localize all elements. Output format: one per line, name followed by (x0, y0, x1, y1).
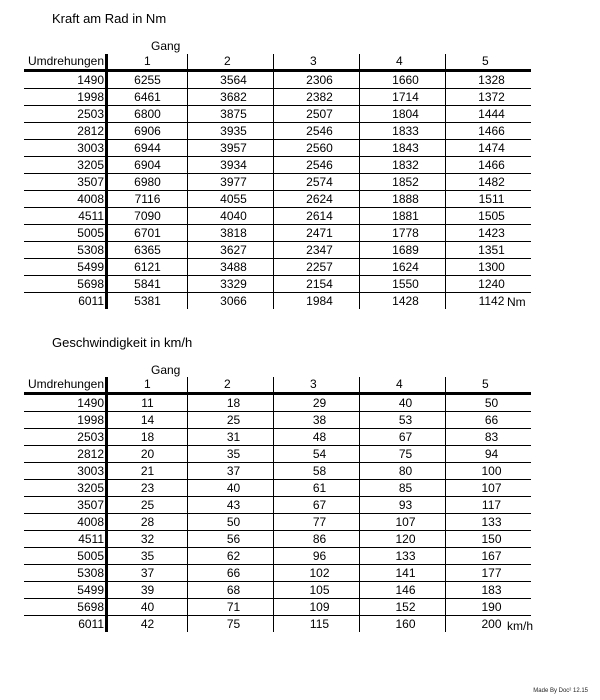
value-cell: 5841 (107, 276, 188, 293)
table-row (24, 157, 531, 174)
value-cell: 6461 (107, 89, 188, 106)
value-cell: 1714 (360, 89, 446, 106)
table-row (24, 123, 531, 140)
table-row (24, 174, 531, 191)
value-cell: 85 (360, 480, 446, 497)
rpm-cell: 5698 (24, 276, 107, 293)
value-cell: 23 (107, 480, 188, 497)
table-row (24, 293, 531, 310)
table-row (24, 616, 531, 633)
value-cell: 96 (274, 548, 360, 565)
value-cell: 2546 (274, 123, 360, 140)
table-row (24, 208, 531, 225)
speed-gang-label: Gang (151, 363, 181, 377)
rpm-cell: 3003 (24, 463, 107, 480)
value-cell: 50 (446, 394, 532, 412)
value-cell: 1444 (446, 106, 532, 123)
value-cell: 40 (107, 599, 188, 616)
value-cell: 6904 (107, 157, 188, 174)
rpm-cell: 1490 (24, 394, 107, 412)
gear-header: 3 (274, 377, 360, 394)
value-cell: 83 (446, 429, 532, 446)
value-cell: 1423 (446, 225, 532, 242)
value-cell: 53 (360, 412, 446, 429)
rpm-cell: 4008 (24, 514, 107, 531)
value-cell: 6255 (107, 71, 188, 89)
value-cell: 1482 (446, 174, 532, 191)
rpm-cell: 3507 (24, 174, 107, 191)
value-cell: 31 (188, 429, 274, 446)
value-cell: 1511 (446, 191, 532, 208)
table-row (24, 463, 531, 480)
value-cell: 40 (188, 480, 274, 497)
value-cell: 3488 (188, 259, 274, 276)
speed-table-title: Geschwindigkeit in km/h (52, 335, 193, 350)
table-row (24, 531, 531, 548)
rpm-cell: 5308 (24, 242, 107, 259)
table-row (24, 276, 531, 293)
value-cell: 50 (188, 514, 274, 531)
value-cell: 133 (360, 548, 446, 565)
table-row (24, 71, 531, 89)
row-header-label: Umdrehungen (24, 377, 107, 394)
value-cell: 2154 (274, 276, 360, 293)
value-cell: 3977 (188, 174, 274, 191)
rpm-cell: 6011 (24, 616, 107, 633)
value-cell: 35 (188, 446, 274, 463)
value-cell: 152 (360, 599, 446, 616)
value-cell: 68 (188, 582, 274, 599)
rpm-cell: 4008 (24, 191, 107, 208)
value-cell: 177 (446, 565, 532, 582)
table-row (24, 599, 531, 616)
value-cell: 71 (188, 599, 274, 616)
value-cell: 3935 (188, 123, 274, 140)
value-cell: 67 (274, 497, 360, 514)
gear-header: 3 (274, 54, 360, 71)
value-cell: 1689 (360, 242, 446, 259)
table-row (24, 259, 531, 276)
value-cell: 141 (360, 565, 446, 582)
table-header-row (24, 54, 531, 71)
value-cell: 2546 (274, 157, 360, 174)
value-cell: 1505 (446, 208, 532, 225)
rpm-cell: 5005 (24, 225, 107, 242)
value-cell: 11 (107, 394, 188, 412)
gear-header: 5 (446, 54, 532, 71)
rpm-cell: 3205 (24, 480, 107, 497)
value-cell: 1660 (360, 71, 446, 89)
gear-header: 5 (446, 377, 532, 394)
force-gang-label: Gang (151, 39, 181, 53)
value-cell: 6365 (107, 242, 188, 259)
value-cell: 6944 (107, 140, 188, 157)
gear-header: 1 (107, 54, 188, 71)
value-cell: 35 (107, 548, 188, 565)
table-row (24, 446, 531, 463)
value-cell: 6906 (107, 123, 188, 140)
table-row (24, 565, 531, 582)
value-cell: 3066 (188, 293, 274, 310)
value-cell: 93 (360, 497, 446, 514)
table-row (24, 480, 531, 497)
table-row (24, 548, 531, 565)
value-cell: 2574 (274, 174, 360, 191)
gear-header: 1 (107, 377, 188, 394)
rpm-cell: 6011 (24, 293, 107, 310)
value-cell: 4055 (188, 191, 274, 208)
value-cell: 48 (274, 429, 360, 446)
value-cell: 102 (274, 565, 360, 582)
rpm-cell: 2503 (24, 429, 107, 446)
value-cell: 1833 (360, 123, 446, 140)
value-cell: 1881 (360, 208, 446, 225)
value-cell: 94 (446, 446, 532, 463)
rpm-cell: 1998 (24, 412, 107, 429)
gear-header: 4 (360, 54, 446, 71)
value-cell: 39 (107, 582, 188, 599)
rpm-cell: 5499 (24, 259, 107, 276)
value-cell: 146 (360, 582, 446, 599)
value-cell: 14 (107, 412, 188, 429)
table-row (24, 514, 531, 531)
value-cell: 86 (274, 531, 360, 548)
value-cell: 4040 (188, 208, 274, 225)
value-cell: 2624 (274, 191, 360, 208)
rpm-cell: 3205 (24, 157, 107, 174)
gear-header: 2 (188, 377, 274, 394)
value-cell: 160 (360, 616, 446, 633)
value-cell: 1778 (360, 225, 446, 242)
value-cell: 6980 (107, 174, 188, 191)
table-row (24, 582, 531, 599)
value-cell: 107 (446, 480, 532, 497)
value-cell: 66 (188, 565, 274, 582)
value-cell: 100 (446, 463, 532, 480)
value-cell: 29 (274, 394, 360, 412)
value-cell: 6121 (107, 259, 188, 276)
value-cell: 54 (274, 446, 360, 463)
value-cell: 1328 (446, 71, 532, 89)
value-cell: 1240 (446, 276, 532, 293)
gear-header: 4 (360, 377, 446, 394)
value-cell: 2471 (274, 225, 360, 242)
value-cell: 61 (274, 480, 360, 497)
value-cell: 40 (360, 394, 446, 412)
value-cell: 133 (446, 514, 532, 531)
value-cell: 6800 (107, 106, 188, 123)
rpm-cell: 5005 (24, 548, 107, 565)
rpm-cell: 2812 (24, 123, 107, 140)
credit-footer: Made By Doc² 12.15 (533, 688, 588, 694)
rpm-cell: 5499 (24, 582, 107, 599)
value-cell: 80 (360, 463, 446, 480)
value-cell: 5381 (107, 293, 188, 310)
value-cell: 2382 (274, 89, 360, 106)
value-cell: 3818 (188, 225, 274, 242)
rpm-cell: 4511 (24, 531, 107, 548)
table-row (24, 412, 531, 429)
value-cell: 3875 (188, 106, 274, 123)
value-cell: 21 (107, 463, 188, 480)
value-cell: 62 (188, 548, 274, 565)
value-cell: 20 (107, 446, 188, 463)
value-cell: 58 (274, 463, 360, 480)
value-cell: 1466 (446, 157, 532, 174)
value-cell: 2257 (274, 259, 360, 276)
value-cell: 2614 (274, 208, 360, 225)
value-cell: 2306 (274, 71, 360, 89)
force-table-title: Kraft am Rad in Nm (52, 11, 167, 26)
value-cell: 18 (188, 394, 274, 412)
rpm-cell: 4511 (24, 208, 107, 225)
value-cell: 1832 (360, 157, 446, 174)
value-cell: 109 (274, 599, 360, 616)
table-header-row (24, 377, 531, 394)
table-row (24, 429, 531, 446)
value-cell: 120 (360, 531, 446, 548)
value-cell: 6701 (107, 225, 188, 242)
value-cell: 25 (188, 412, 274, 429)
table-row (24, 191, 531, 208)
rpm-cell: 2812 (24, 446, 107, 463)
value-cell: 2347 (274, 242, 360, 259)
value-cell: 200 (481, 617, 502, 631)
rpm-cell: 1998 (24, 89, 107, 106)
value-cell: 66 (446, 412, 532, 429)
value-cell: 7090 (107, 208, 188, 225)
value-cell: 67 (360, 429, 446, 446)
value-cell: 1372 (446, 89, 532, 106)
rpm-cell: 3507 (24, 497, 107, 514)
value-cell: 32 (107, 531, 188, 548)
rpm-cell: 2503 (24, 106, 107, 123)
value-cell: 190 (446, 599, 532, 616)
value-cell: 3564 (188, 71, 274, 89)
value-cell: 75 (188, 616, 274, 633)
speed-unit-label: km/h (507, 619, 534, 633)
value-cell: 1142 (478, 294, 505, 308)
value-cell: 77 (274, 514, 360, 531)
value-cell: 1804 (360, 106, 446, 123)
value-cell: 3329 (188, 276, 274, 293)
value-cell: 75 (360, 446, 446, 463)
value-cell: 107 (360, 514, 446, 531)
value-cell: 1300 (446, 259, 532, 276)
value-cell: 167 (446, 548, 532, 565)
value-cell: 2560 (274, 140, 360, 157)
value-cell: 37 (107, 565, 188, 582)
table-row (24, 497, 531, 514)
table-row (24, 242, 531, 259)
table-row (24, 89, 531, 106)
value-cell: 25 (107, 497, 188, 514)
value-cell: 3627 (188, 242, 274, 259)
value-cell: 3682 (188, 89, 274, 106)
table-row (24, 140, 531, 157)
value-cell: 150 (446, 531, 532, 548)
value-cell: 7116 (107, 191, 188, 208)
value-cell: 1624 (360, 259, 446, 276)
value-cell: 42 (107, 616, 188, 633)
value-cell: 37 (188, 463, 274, 480)
value-cell: 115 (274, 616, 360, 633)
value-cell: 1466 (446, 123, 532, 140)
value-cell: 3934 (188, 157, 274, 174)
value-cell: 1550 (360, 276, 446, 293)
value-cell: 1474 (446, 140, 532, 157)
row-header-label: Umdrehungen (24, 54, 107, 71)
table-row (24, 225, 531, 242)
value-cell: 105 (274, 582, 360, 599)
speed-table (24, 377, 534, 633)
rpm-cell: 5308 (24, 565, 107, 582)
value-cell: 28 (107, 514, 188, 531)
table-row (24, 106, 531, 123)
value-cell: 183 (446, 582, 532, 599)
gear-header: 2 (188, 54, 274, 71)
value-cell: 56 (188, 531, 274, 548)
value-cell: 18 (107, 429, 188, 446)
value-cell: 3957 (188, 140, 274, 157)
force-table (24, 54, 531, 309)
value-cell: 43 (188, 497, 274, 514)
value-cell: 117 (446, 497, 532, 514)
value-cell: 1428 (360, 293, 446, 310)
value-cell: 2507 (274, 106, 360, 123)
rpm-cell: 5698 (24, 599, 107, 616)
value-cell: 38 (274, 412, 360, 429)
rpm-cell: 1490 (24, 71, 107, 89)
value-cell: 1984 (274, 293, 360, 310)
force-unit-label: Nm (507, 295, 526, 309)
value-cell: 1852 (360, 174, 446, 191)
rpm-cell: 3003 (24, 140, 107, 157)
value-cell: 1843 (360, 140, 446, 157)
value-cell: 1351 (446, 242, 532, 259)
value-cell: 1888 (360, 191, 446, 208)
table-row (24, 394, 531, 412)
